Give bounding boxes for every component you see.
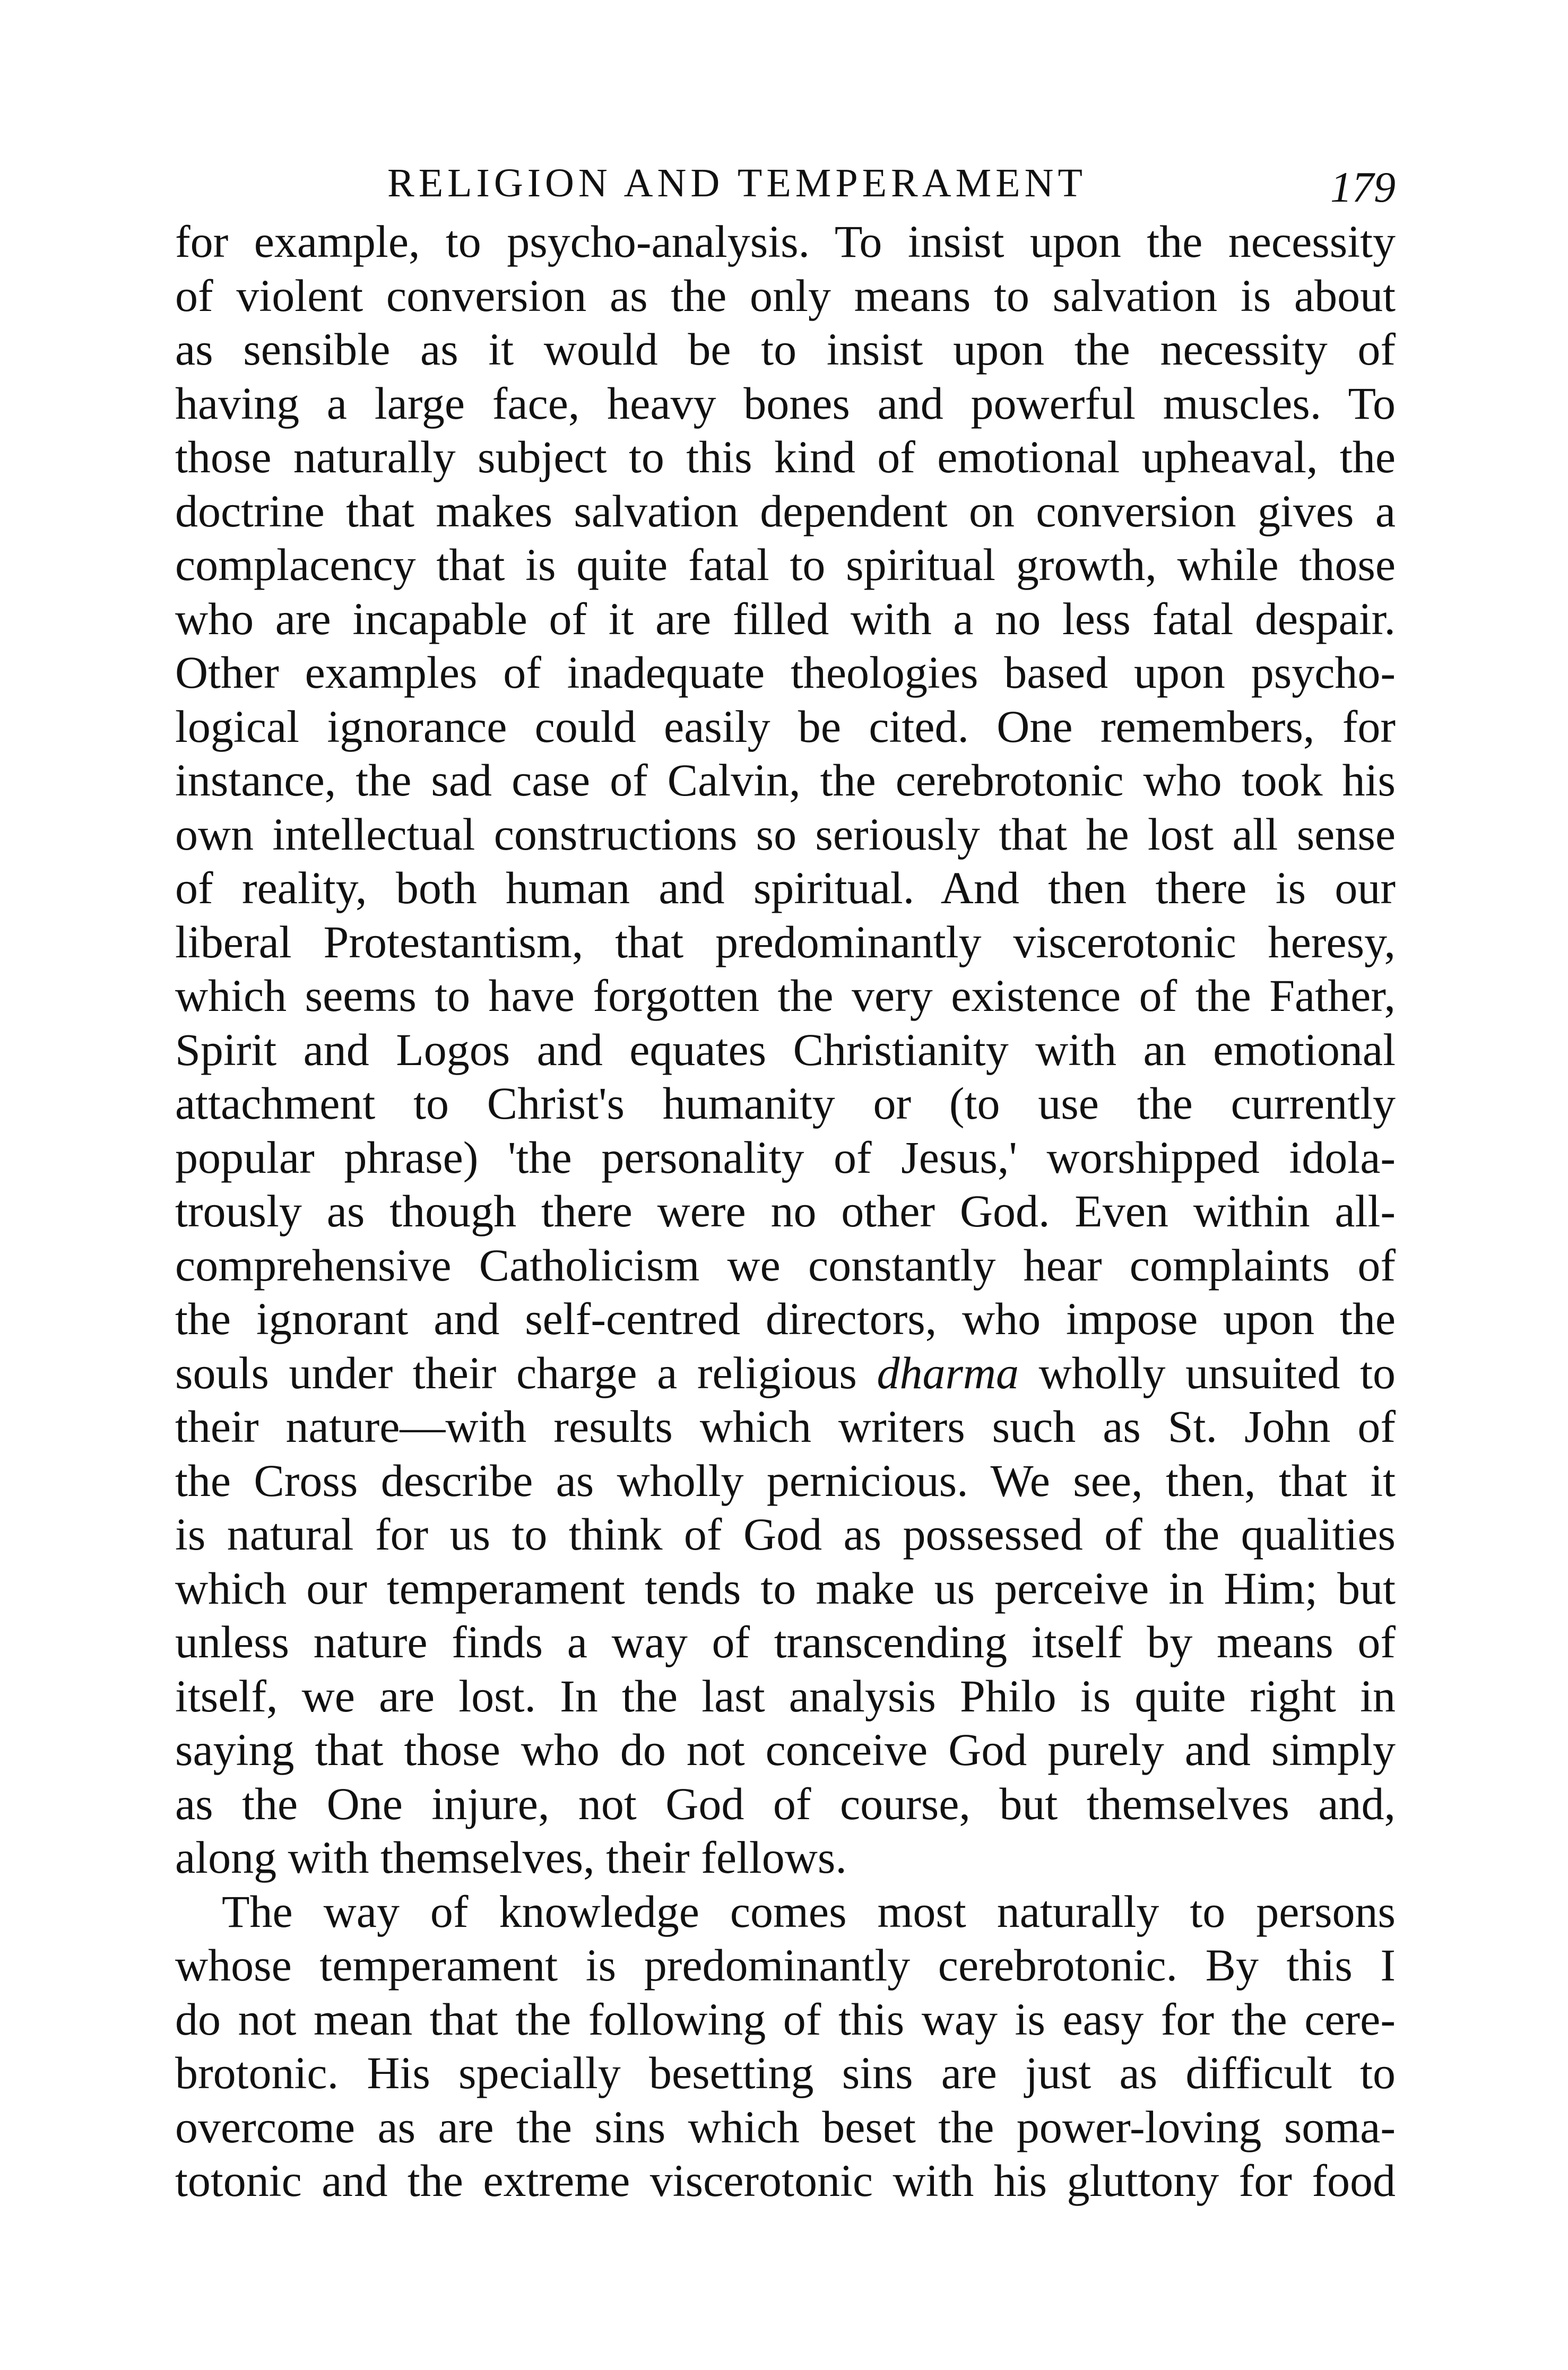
text-line: along with themselves, their fellows. — [175, 1832, 847, 1883]
text-line: which seems to have forgotten the very existence of the Father, — [175, 970, 1396, 1021]
text-line: brotonic. His specially besetting sins are just as difficult to — [175, 2047, 1396, 2098]
running-head — [175, 151, 1396, 215]
text-line: for example, to psycho-analysis. To insist upon the necessity — [175, 216, 1396, 267]
text-line: is natural for us to think of God as possessed of the qualities — [175, 1509, 1396, 1560]
text-line: overcome as are the sins which beset the power-loving soma- — [175, 2101, 1396, 2152]
paragraph — [175, 1885, 1396, 2208]
text-line: their nature—with results which writers such as St. John of — [175, 1401, 1396, 1452]
text-line: attachment to Christ's humanity or (to use the currently — [175, 1078, 1396, 1129]
text-line: saying that those who do not conceive God purely and simply — [175, 1724, 1396, 1775]
italic-term: dharma — [877, 1347, 1019, 1398]
text-line: totonic and the extreme viscerotonic with his gluttony for food — [175, 2155, 1396, 2206]
running-title: RELIGION AND TEMPERAMENT — [387, 161, 1087, 205]
text-line-with-italic — [175, 1346, 1396, 1400]
book-page — [175, 151, 1396, 2208]
text-line: popular phrase) 'the personality of Jesus,' worshipped idola- — [175, 1131, 1396, 1183]
text-segment: souls under their charge a religious — [175, 1347, 877, 1398]
text-line: as the One injure, not God of course, but themselves and, — [175, 1778, 1396, 1829]
body-text — [175, 215, 1396, 2208]
text-line: own intellectual constructions so seriously that he lost all sense — [175, 808, 1396, 860]
paragraph — [175, 215, 1396, 1885]
text-segment: wholly unsuited to — [1019, 1347, 1396, 1398]
text-line: as sensible as it would be to insist upon the necessity of — [175, 324, 1396, 375]
text-line: trously as though there were no other God. Even within all- — [175, 1186, 1396, 1236]
text-line: Spirit and Logos and equates Christianity with an emotional — [175, 1024, 1396, 1075]
text-line: logical ignorance could easily be cited. One remembers, for — [175, 700, 1396, 752]
text-line: instance, the sad case of Calvin, the cerebrotonic who took his — [175, 755, 1396, 806]
text-line: The way of knowledge comes most naturally to persons — [222, 1885, 1396, 1937]
text-line: liberal Protestantism, that predominantly viscerotonic heresy, — [175, 916, 1396, 967]
text-line: comprehensive Catholicism we constantly hear complaints of — [175, 1239, 1396, 1291]
text-line: doctrine that makes salvation dependent on conversion gives a — [175, 485, 1396, 537]
text-line: do not mean that the following of this way is easy for the cere- — [175, 1993, 1396, 2045]
page-number: 179 — [1330, 163, 1396, 211]
text-line: Other examples of inadequate theologies based upon psycho- — [175, 647, 1396, 698]
text-line: having a large face, heavy bones and powerful muscles. To — [175, 377, 1396, 429]
text-line: those naturally subject to this kind of emotional upheaval, the — [175, 431, 1396, 482]
text-line: which our temperament tends to make us perceive in Him; but — [175, 1562, 1396, 1614]
text-line: the Cross describe as wholly pernicious. We see, then, that it — [175, 1455, 1396, 1506]
text-line: the ignorant and self-centred directors, who impose upon the — [175, 1293, 1396, 1344]
text-line: who are incapable of it are filled with a no less fatal despair. — [175, 593, 1396, 644]
text-line: of violent conversion as the only means to salvation is about — [175, 270, 1396, 321]
text-line: itself, we are lost. In the last analysis Philo is quite right in — [175, 1670, 1396, 1722]
text-line: complacency that is quite fatal to spiritual growth, while those — [175, 539, 1396, 590]
text-line: whose temperament is predominantly cerebrotonic. By this I — [175, 1940, 1396, 1991]
text-line: of reality, both human and spiritual. And then there is our — [175, 862, 1396, 913]
text-line: unless nature finds a way of transcending itself by means of — [175, 1616, 1396, 1667]
